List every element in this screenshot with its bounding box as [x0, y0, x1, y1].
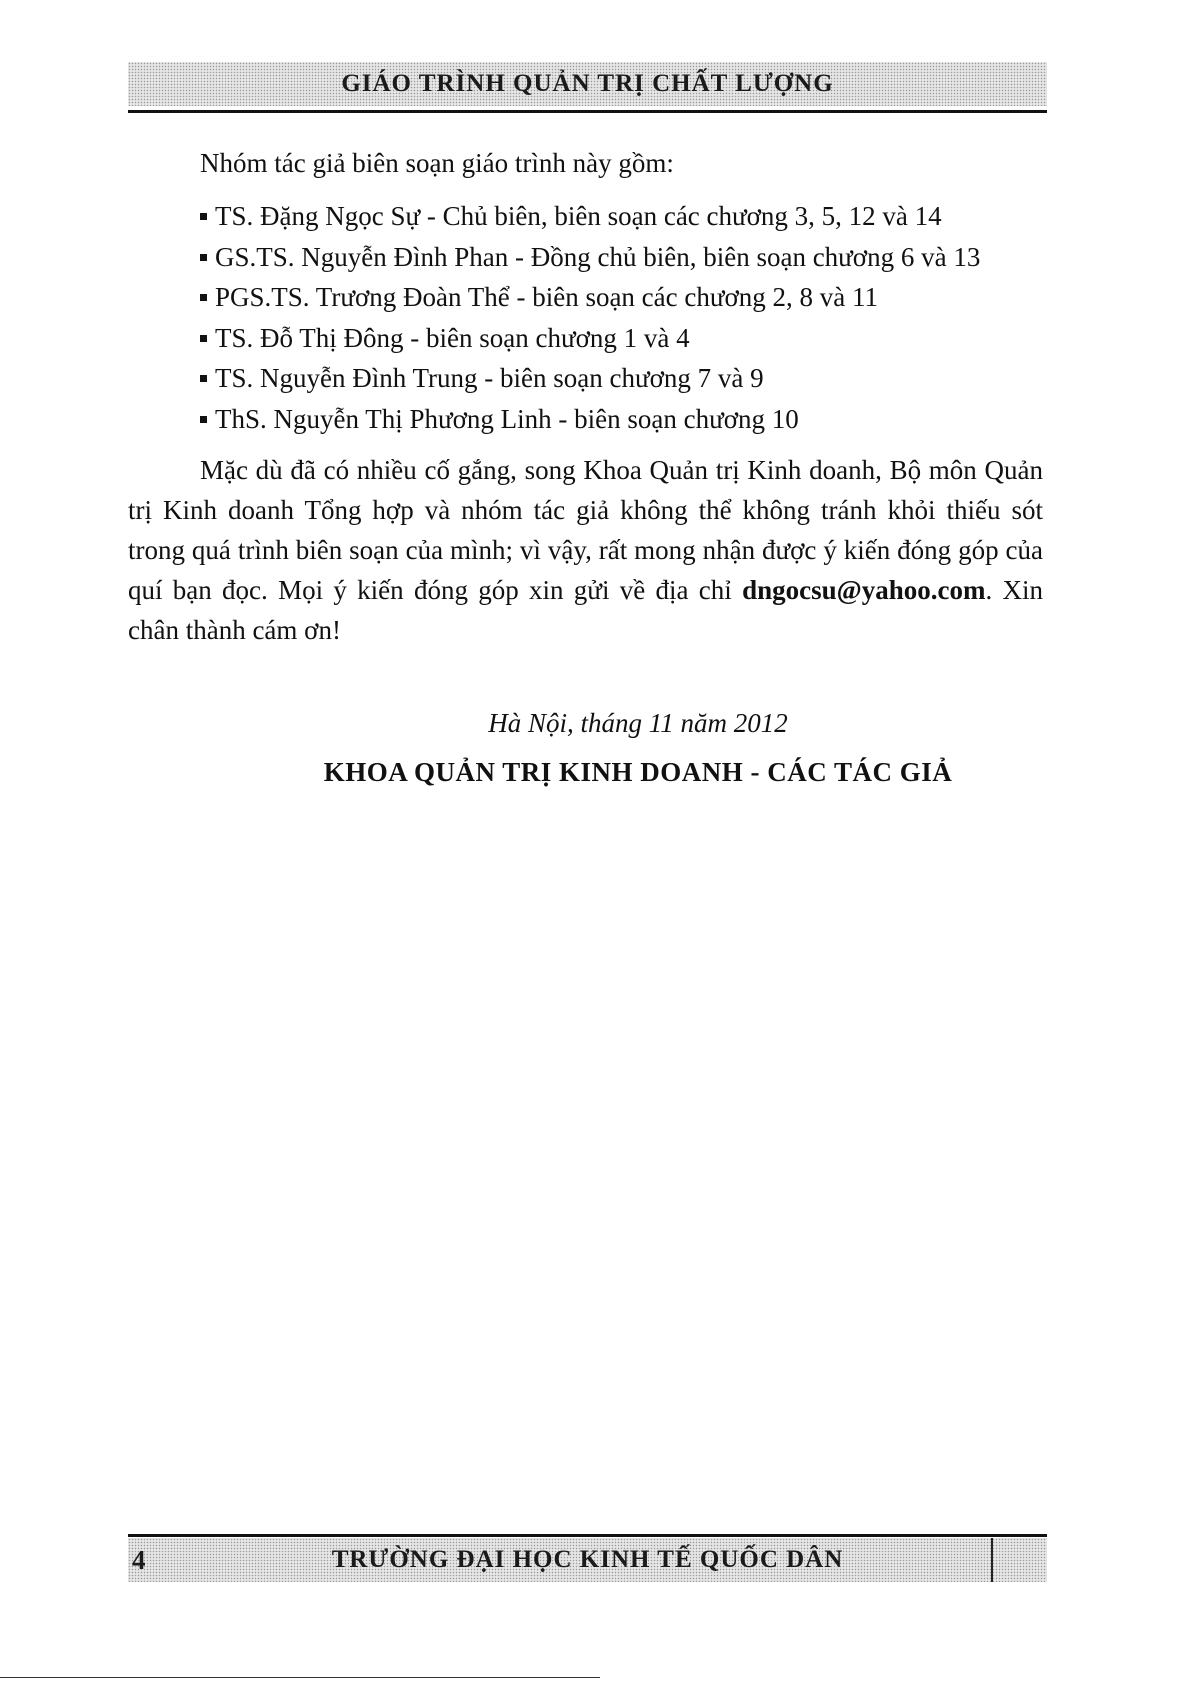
- list-item: [200, 237, 980, 278]
- paragraph-closing: . Xin chân thành cám ơn!: [128, 575, 1044, 645]
- square-bullet-icon: [200, 416, 207, 423]
- author-entry: TS. Nguyễn Đình Trung - biên soạn chương 7 và 9: [215, 363, 764, 393]
- page-number: 4: [132, 1545, 146, 1575]
- list-item: [200, 277, 980, 318]
- authors-intro: Nhóm tác giả biên soạn giáo trình này gồm:: [200, 148, 674, 178]
- list-item: [200, 358, 980, 399]
- square-bullet-icon: [200, 254, 207, 261]
- author-entry: PGS.TS. Trương Đoàn Thể - biên soạn các chương 2, 8 và 11: [215, 282, 879, 312]
- list-item: [200, 318, 980, 359]
- square-bullet-icon: [200, 213, 207, 220]
- square-bullet-icon: [200, 375, 207, 382]
- header-rule: [128, 110, 1047, 113]
- acknowledgement-paragraph: [128, 450, 1043, 650]
- author-entry: TS. Đặng Ngọc Sự - Chủ biên, biên soạn các chương 3, 5, 12 và 14: [215, 201, 942, 231]
- contact-email[interactable]: dngocsu@yahoo.com: [742, 575, 986, 605]
- list-item: [200, 399, 980, 440]
- footer-band: [128, 1538, 1047, 1582]
- footer-rule: [128, 1534, 1047, 1537]
- signature: KHOA QUẢN TRỊ KINH DOANH - CÁC TÁC GIẢ: [323, 757, 953, 787]
- place-date: Hà Nội, tháng 11 năm 2012: [488, 708, 788, 738]
- square-bullet-icon: [200, 294, 207, 301]
- header-band: [128, 62, 1047, 106]
- bottom-edge-line: [0, 1677, 600, 1678]
- header-title: GIÁO TRÌNH QUẢN TRỊ CHẤT LƯỢNG: [341, 70, 834, 97]
- author-entry: ThS. Nguyễn Thị Phương Linh - biên soạn chương 10: [215, 403, 799, 434]
- author-entry: TS. Đỗ Thị Đông - biên soạn chương 1 và 4: [215, 322, 690, 353]
- author-list: [200, 196, 980, 439]
- author-entry: GS.TS. Nguyễn Đình Phan - Đồng chủ biên, biên soạn chương 6 và 13: [215, 241, 981, 272]
- paragraph-text: Mặc dù đã có nhiều cố gắng, song Khoa Quản trị Kinh doanh, Bộ môn Quản trị Kinh doanh Tổng hợp và nhóm tác giả không thể không tránh khỏi thiếu sót trong quá trình biên soạn của mình; vì vậy, rất mong nhận được ý kiến đóng góp của quí bạn đọc. Mọi ý kiến đóng góp xin gửi về địa chỉ: [128, 455, 1043, 605]
- list-item: [200, 196, 980, 237]
- footer-box: [991, 1538, 1047, 1582]
- square-bullet-icon: [200, 335, 207, 342]
- footer-title: TRƯỜNG ĐẠI HỌC KINH TẾ QUỐC DÂN: [331, 1546, 844, 1573]
